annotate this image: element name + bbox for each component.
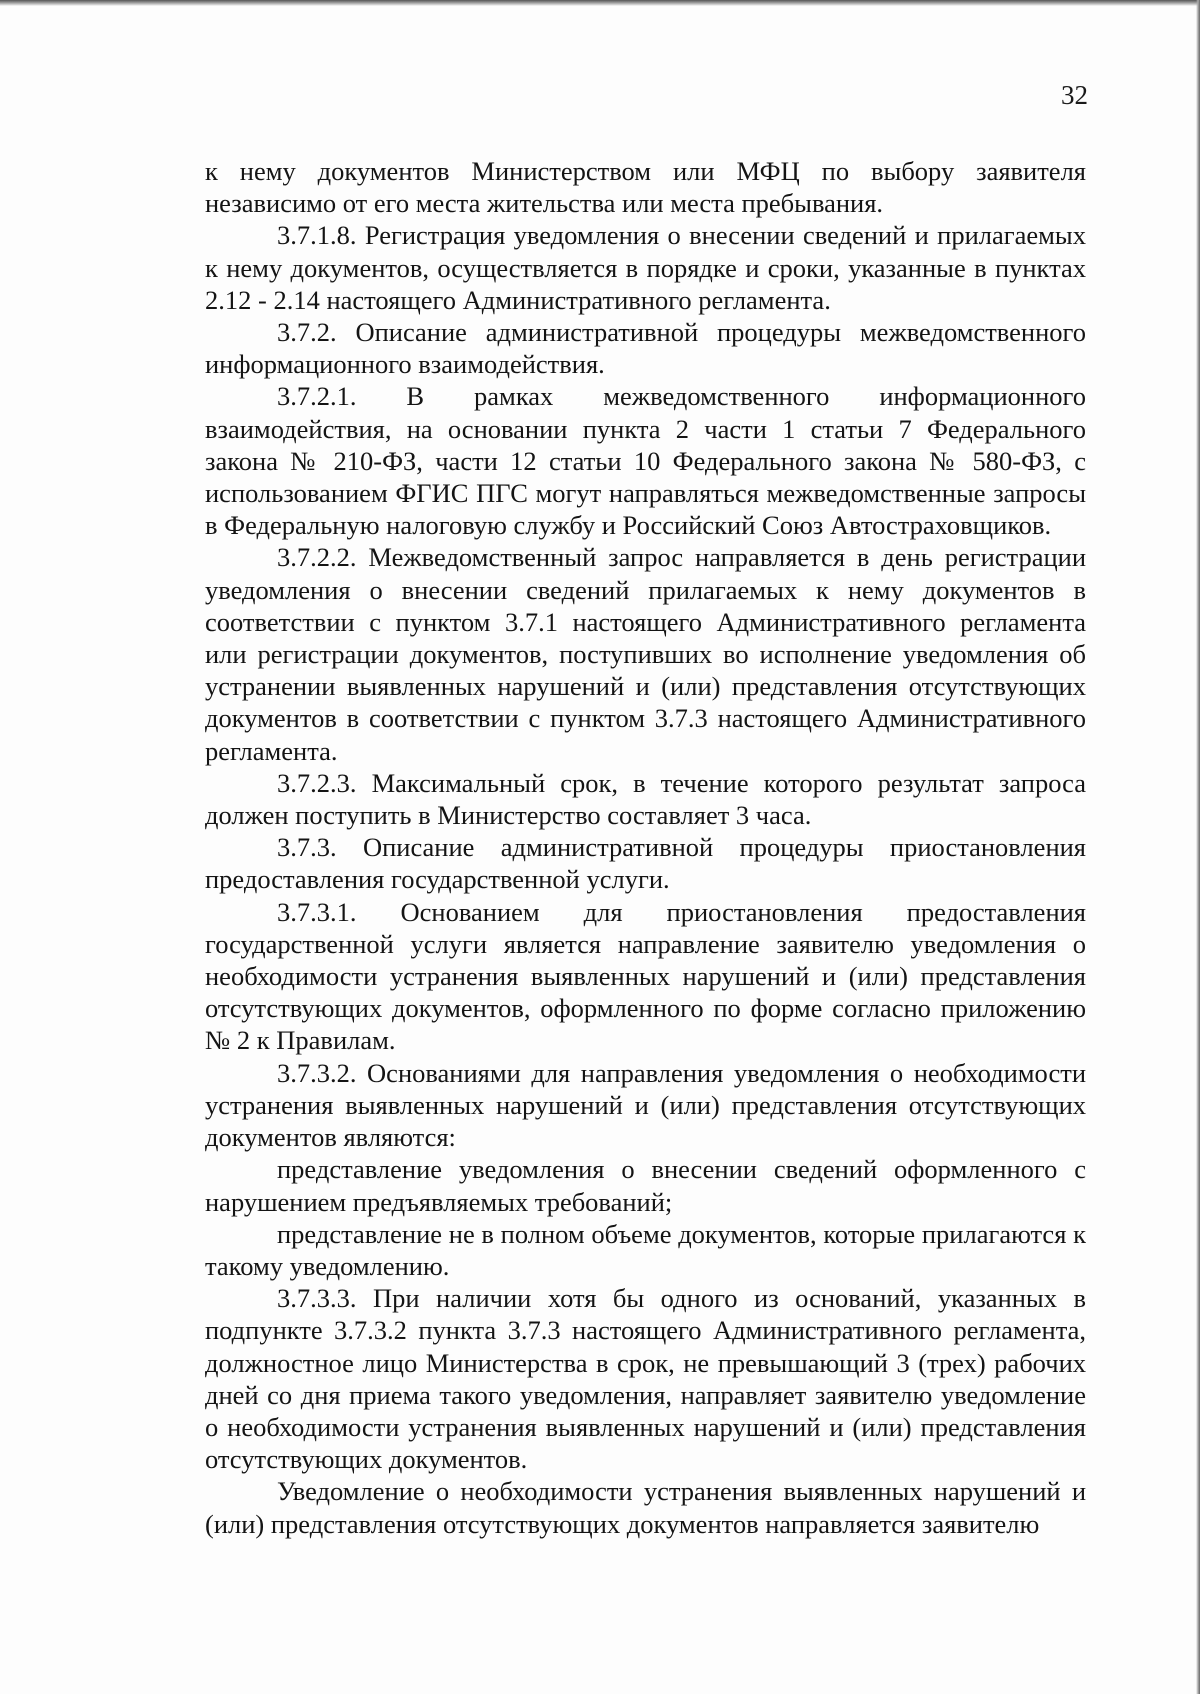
paragraph-3-7-2-1: 3.7.2.1. В рамках межведомственного информационного взаимодействия, на основании пункта 2 части 1 статьи 7 Федерального закона № 210-ФЗ, части 12 статьи 10 Федерального закона № 580-ФЗ, с использованием ФГИС ПГС могут направляться межведомственные запросы в Федеральную налоговую службу и Российский Союз Автостраховщиков. xyxy=(205,381,1086,541)
paragraph-3-7-2-3: 3.7.2.3. Максимальный срок, в течение которого результат запроса должен поступить в Министерство составляет 3 часа. xyxy=(205,767,1086,831)
paragraph-ground-2: представление не в полном объеме документов, которые прилагаются к такому уведомлению. xyxy=(205,1218,1086,1281)
paragraph-3-7-3-3: 3.7.3.3. При наличии хотя бы одного из оснований, указанных в подпункте 3.7.3.2 пункта 3.7.3 настоящего Административного регламента, должностное лицо Министерства в срок, не превышающий 3 (трех) рабочих дней со дня приема такого уведомления, направляет заявителю уведомление о необходимости устранения выявленных нарушений и (или) представления отсутствующих документов. xyxy=(205,1283,1086,1475)
paragraph-3-7-3-2: 3.7.3.2. Основаниями для направления уведомления о необходимости устранения выявленных нарушений и (или) представления отсутствующих документов являются: xyxy=(205,1057,1086,1153)
paragraph-3-7-2-2: 3.7.2.2. Межведомственный запрос направляется в день регистрации уведомления о внесении сведений прилагаемых к нему документов в соответствии с пунктом 3.7.1 настоящего Административного регламента или регистрации документов, поступивших во исполнение уведомления об устранении выявленных нарушений и (или) представления отсутствующих документов в соответствии с пунктом 3.7.3 настоящего Административного регламента. xyxy=(205,542,1086,766)
document-body xyxy=(205,155,1086,1540)
scan-top-edge xyxy=(0,0,1200,6)
paragraph-continuation: к нему документов Министерством или МФЦ по выбору заявителя независимо от его места жительства или места пребывания. xyxy=(205,156,1086,219)
paragraph-3-7-2: 3.7.2. Описание административной процедуры межведомственного информационного взаимодействия. xyxy=(205,317,1086,380)
paragraph-3-7-1-8: 3.7.1.8. Регистрация уведомления о внесении сведений и прилагаемых к нему документов, осуществляется в порядке и сроки, указанные в пунктах 2.12 - 2.14 настоящего Административного регламента. xyxy=(205,220,1086,315)
page-number: 32 xyxy=(1061,80,1088,110)
scan-right-edge xyxy=(1196,0,1200,1694)
paragraph-ground-1: представление уведомления о внесении сведений оформленного с нарушением предъявляемых требований; xyxy=(205,1154,1086,1217)
paragraph-notification: Уведомление о необходимости устранения выявленных нарушений и (или) представления отсутствующих документов направляется заявителю xyxy=(205,1476,1086,1539)
paragraph-3-7-3: 3.7.3. Описание административной процедуры приостановления предоставления государственной услуги. xyxy=(205,832,1086,895)
paragraph-3-7-3-1: 3.7.3.1. Основанием для приостановления предоставления государственной услуги является направление заявителю уведомления о необходимости устранения выявленных нарушений и (или) представления отсутствующих документов, оформленного по форме согласно приложению № 2 к Правилам. xyxy=(205,896,1086,1056)
